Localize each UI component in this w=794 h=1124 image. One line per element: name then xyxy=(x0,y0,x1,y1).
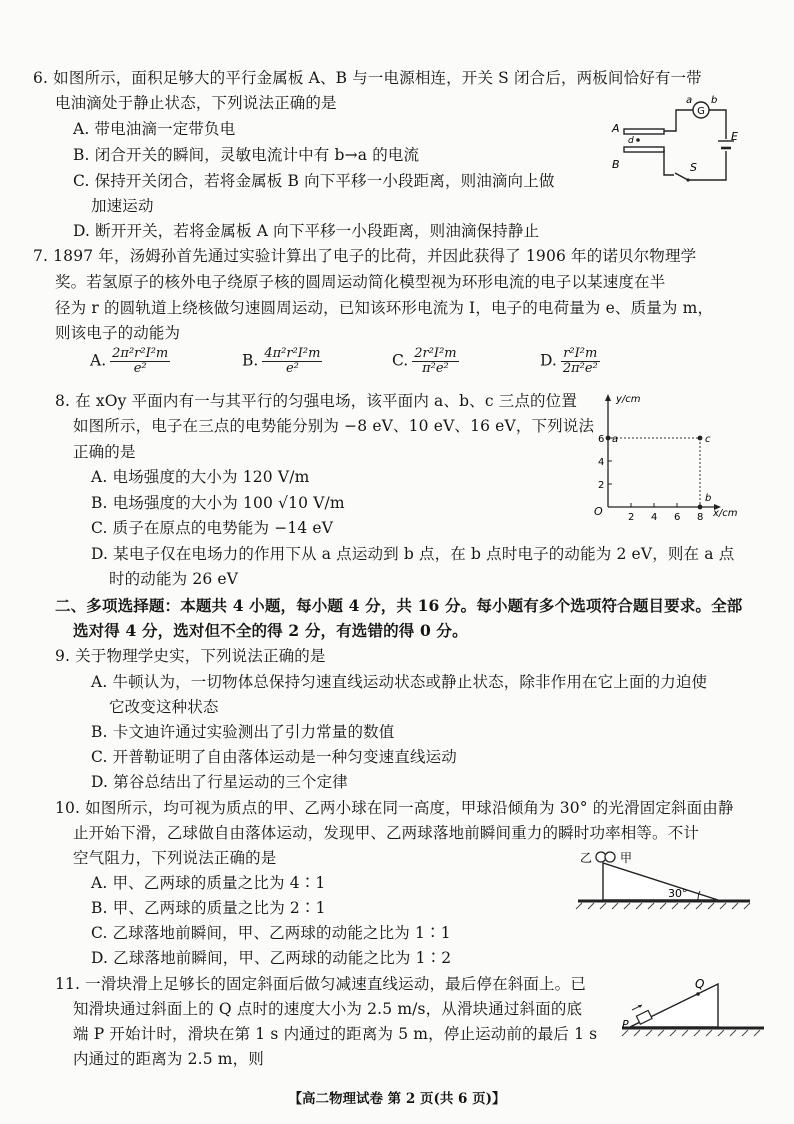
q9-option-d: D. 第谷总结出了行星运动的三个定律 xyxy=(91,773,348,791)
q8-option-b: B. 电场强度的大小为 100 √10 V/m xyxy=(91,494,345,512)
q6-circuit-figure xyxy=(598,95,748,195)
point-label-a: a xyxy=(612,434,619,445)
svg-text:S: S xyxy=(690,161,697,174)
section2-heading-line1: 二、多项选择题：本题共 4 小题，每小题 4 分，共 16 分。每小题有多个选项符合题目要求。全部 xyxy=(55,596,743,615)
svg-text:d: d xyxy=(628,136,634,146)
q9-option-c: C. 开普勒证明了自由落体运动是一种匀变速直线运动 xyxy=(91,748,457,766)
q10-option-c: C. 乙球落地前瞬间，甲、乙两球的动能之比为 1∶1 xyxy=(91,924,451,942)
q8-coordinate-graph xyxy=(590,385,750,525)
x-tick-label: 8 xyxy=(697,512,704,523)
q8-option-a: A. 电场强度的大小为 120 V/m xyxy=(91,468,310,486)
section2-heading-line2: 选对得 4 分，选对但不全的得 2 分，有选错的得 0 分。 xyxy=(73,621,468,640)
x-tick-label: 2 xyxy=(628,512,635,523)
point-label-c: c xyxy=(705,434,711,445)
svg-text:乙: 乙 xyxy=(580,851,593,865)
q10-option-d: D. 乙球落地前瞬间，甲、乙两球的动能之比为 1∶2 xyxy=(91,949,452,967)
svg-text:甲: 甲 xyxy=(620,851,633,865)
q7-option-d: D. $\frac{\text{r²I²m}}{\text{2π²e²}}$ xyxy=(540,346,598,376)
q9-stem: 9. 关于物理学史实，下列说法正确的是 xyxy=(55,647,326,665)
x-axis-label: x/cm xyxy=(713,508,738,519)
q6-option-d: D. 断开开关，若将金属板 A 向下平移一小段距离，则油滴保持静止 xyxy=(73,222,540,240)
q11-stem-line3: 端 P 开始计时，滑块在第 1 s 内通过的距离为 5 m，停止运动前的最后 1 s xyxy=(73,1025,598,1043)
q9-option-b: B. 卡文迪许通过实验测出了引力常量的数值 xyxy=(91,723,395,741)
x-tick-label: 4 xyxy=(651,512,658,523)
svg-text:E: E xyxy=(731,130,738,143)
q7-option-c: C. $\frac{\text{2r²I²m}}{\text{π²e²}}$ xyxy=(392,346,457,376)
svg-text:G: G xyxy=(697,106,705,117)
q9-option-a-line1: A. 牛顿认为，一切物体总保持匀速直线运动状态或静止状态，除非作用在它上面的力迫使 xyxy=(91,673,708,691)
q6-option-a: A. 带电油滴一定带负电 xyxy=(73,120,236,138)
q11-slope-figure xyxy=(618,966,768,1038)
q7-stem-line2: 奖。若氢原子的核外电子绕原子核的圆周运动简化模型视为环形电流的电子以某速度在半 xyxy=(55,273,666,291)
q11-stem-line4: 内通过的距离为 2.5 m，则 xyxy=(73,1050,264,1068)
q7-option-a: A. $\frac{\text{2π²r²I²m}}{\text{e²}}$ xyxy=(90,346,169,376)
x-tick-label: 6 xyxy=(674,512,681,523)
q8-option-c: C. 质子在原点的电势能为 −14 eV xyxy=(91,519,334,537)
ball-jia-icon xyxy=(605,852,615,862)
svg-text:B: B xyxy=(612,158,620,171)
q11-stem-line2: 知滑块通过斜面上的 Q 点时的速度大小为 2.5 m/s，从滑块通过斜面的底 xyxy=(73,1000,583,1018)
q6-option-b: B. 闭合开关的瞬间，灵敏电流计中有 b→a 的电流 xyxy=(73,146,420,164)
q10-option-b: B. 甲、乙两球的质量之比为 2∶1 xyxy=(91,899,326,917)
svg-text:30°: 30° xyxy=(668,887,688,900)
q7-stem-line3: 径为 r 的圆轨道上绕核做匀速圆周运动，已知该环形电流为 I，电子的电荷量为 e、质量为 m， xyxy=(55,299,714,317)
svg-text:A: A xyxy=(612,122,620,135)
q10-option-a: A. 甲、乙两球的质量之比为 4∶1 xyxy=(91,874,326,892)
q8-stem-line1: 8. 在 xOy 平面内有一与其平行的匀强电场，该平面内 a、b、c 三点的位置 xyxy=(55,392,577,410)
svg-text:a: a xyxy=(686,95,693,106)
y-axis-arrow xyxy=(605,394,611,401)
q7-stem-line4: 则该电子的动能为 xyxy=(55,324,181,342)
q6-option-c-line2: 加速运动 xyxy=(91,197,154,215)
page-footer: 【高二物理试卷 第 2 页(共 6 页)】 xyxy=(288,1091,506,1107)
svg-text:Q: Q xyxy=(695,977,705,991)
point-a xyxy=(606,436,611,441)
point-label-b: b xyxy=(705,493,712,504)
q7-option-b: B. $\frac{\text{4π²r²I²m}}{\text{e²}}$ xyxy=(242,346,321,376)
y-axis-label: y/cm xyxy=(616,394,641,405)
q10-stem-line3: 空气阻力，下列说法正确的是 xyxy=(73,849,277,867)
y-tick-label: 6 xyxy=(598,434,605,445)
q7-stem-line1: 7. 1897 年，汤姆孙首先通过实验计算出了电子的比荷，并因此获得了 1906 年的诺贝尔物理学 xyxy=(33,247,697,265)
q6-stem-line1: 6. 如图所示，面积足够大的平行金属板 A、B 与一电源相连，开关 S 闭合后，两板间恰好有一带 xyxy=(33,69,702,87)
svg-text:P: P xyxy=(622,1018,629,1031)
q10-stem-line1: 10. 如图所示，均可视为质点的甲、乙两小球在同一高度，甲球沿倾角为 30° 的光滑固定斜面由静 xyxy=(55,799,734,817)
q8-option-d-line1: D. 某电子仅在电场力的作用下从 a 点运动到 b 点，在 b 点时电子的动能为 2 eV，则在 a 点 xyxy=(91,545,735,563)
q8-option-d-line2: 时的动能为 26 eV xyxy=(109,570,239,588)
point-c xyxy=(698,436,703,441)
y-tick-label: 4 xyxy=(598,457,605,468)
q8-stem-line3: 正确的是 xyxy=(73,443,136,461)
q9-option-a-line2: 它改变这种状态 xyxy=(109,698,219,716)
svg-text:b: b xyxy=(711,95,718,106)
q10-stem-line2: 止开始下滑，乙球做自由落体运动，发现甲、乙两球落地前瞬间重力的瞬时功率相等。不计 xyxy=(73,824,700,842)
q8-stem-line2: 如图所示，电子在三点的电势能分别为 −8 eV、10 eV、16 eV，下列说法 xyxy=(73,417,595,435)
y-tick-label: 2 xyxy=(598,480,605,491)
q6-option-c-line1: C. 保持开关闭合，若将金属板 B 向下平移一小段距离，则油滴向上做 xyxy=(73,172,555,190)
q6-stem-line2: 电油滴处于静止状态，下列说法正确的是 xyxy=(55,94,337,112)
q10-incline-figure xyxy=(570,845,755,915)
origin-label: O xyxy=(594,505,603,518)
q11-stem-line1: 11. 一滑块滑上足够长的固定斜面后做匀减速直线运动，最后停在斜面上。已 xyxy=(55,975,586,993)
point-b xyxy=(698,505,703,510)
